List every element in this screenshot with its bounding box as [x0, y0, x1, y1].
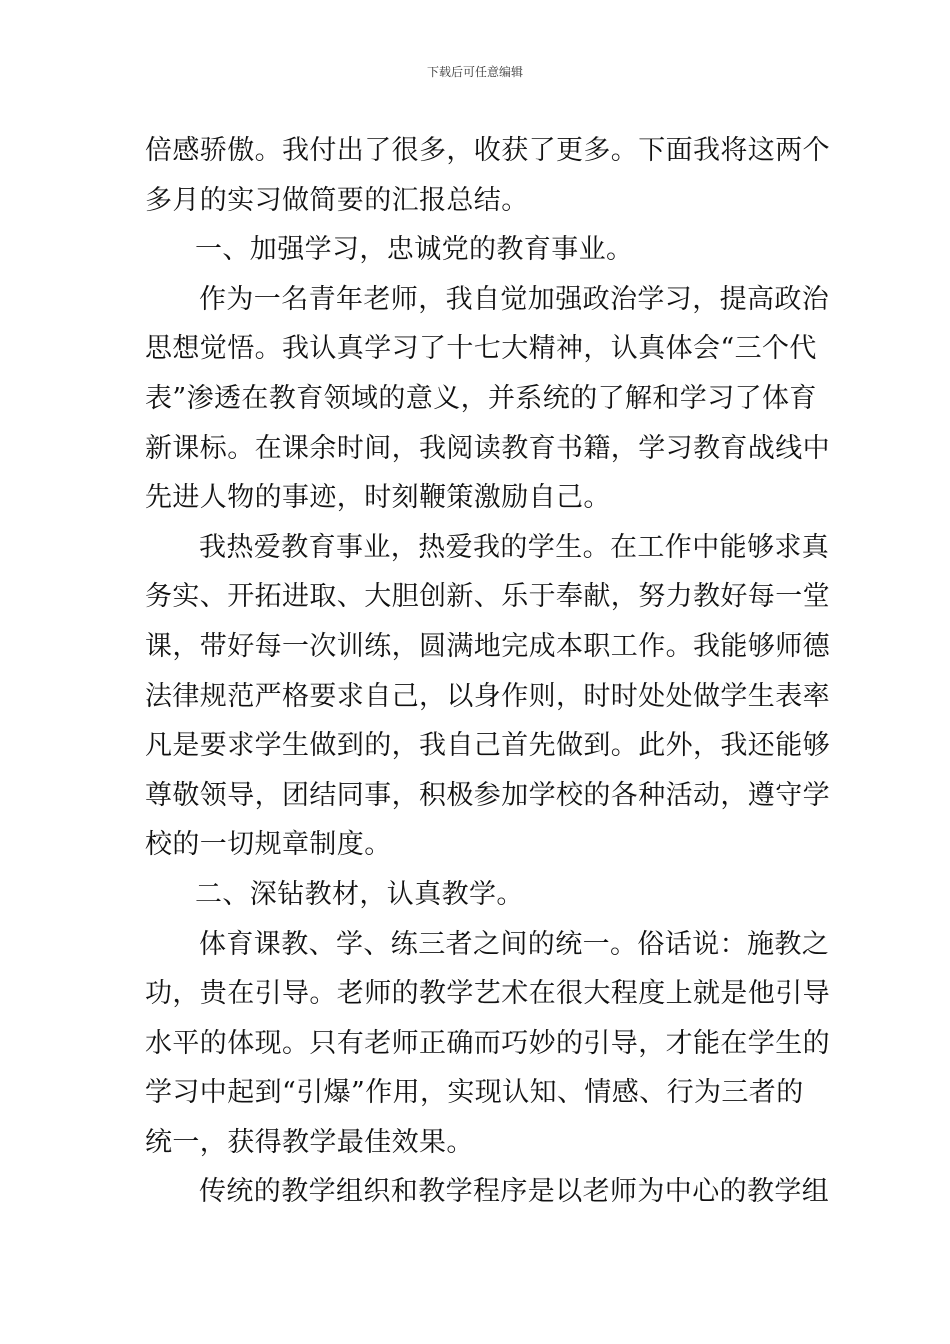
text-line: 思想觉悟。我认真学习了十七大精神，认真体会“三个代 — [145, 333, 817, 365]
text-line: 法律规范严格要求自己，以身作则，时时处处做学生表率 — [145, 680, 830, 712]
text-line: 倍感骄傲。我付出了很多，收获了更多。下面我将这两个 — [145, 135, 830, 166]
text-line: 新课标。在课余时间，我阅读教育书籍，学习教育战线中 — [145, 432, 830, 464]
text-line: 表”渗透在教育领域的意义，并系统的了解和学习了体育 — [145, 382, 817, 414]
text-line: 校的一切规章制度。 — [145, 829, 392, 861]
text-line: 作为一名青年老师，我自觉加强政治学习，提高政治 — [199, 283, 830, 315]
text-line: 课，带好每一次训练，圆满地完成本职工作。我能够师德 — [145, 630, 830, 662]
section-heading: 一、加强学习，忠诚党的教育事业。 — [195, 234, 634, 266]
document-body — [145, 126, 830, 1217]
text-line: 先进人物的事迹，时刻鞭策激励自己。 — [145, 482, 611, 514]
text-line: 传统的教学组织和教学程序是以老师为中心的教学组 — [199, 1176, 830, 1208]
text-line: 水平的体现。只有老师正确而巧妙的引导，才能在学生的 — [145, 1027, 830, 1059]
text-line: 多月的实习做简要的汇报总结。 — [145, 184, 529, 216]
text-line: 尊敬领导，团结同事，积极参加学校的各种活动，遵守学 — [145, 779, 830, 811]
text-line: 我热爱教育事业，热爱我的学生。在工作中能够求真 — [199, 531, 830, 563]
section-heading: 二、深钻教材，认真教学。 — [195, 878, 524, 910]
page-header: 下载后可任意编辑 — [426, 65, 523, 79]
text-line: 体育课教、学、练三者之间的统一。俗话说：施教之 — [199, 928, 830, 960]
text-line: 功，贵在引导。老师的教学艺术在很大程度上就是他引导 — [145, 978, 830, 1010]
text-line: 凡是要求学生做到的，我自己首先做到。此外，我还能够 — [145, 730, 830, 762]
text-line: 学习中起到“引爆”作用，实现认知、情感、行为三者的 — [145, 1077, 804, 1109]
text-line: 统一，获得教学最佳效果。 — [145, 1126, 474, 1158]
text-line: 务实、开拓进取、大胆创新、乐于奉献，努力教好每一堂 — [145, 581, 830, 613]
